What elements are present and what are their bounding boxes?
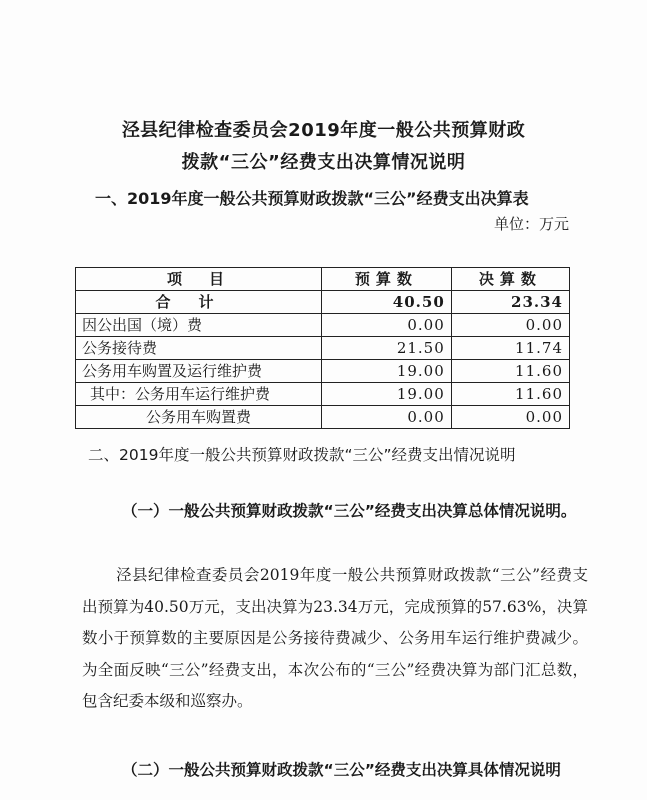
header-final: 决算数 <box>451 268 569 291</box>
row-final: 0.00 <box>451 406 569 429</box>
row-label: 公务接待费 <box>76 337 322 360</box>
row-label: 因公出国（境）费 <box>76 314 322 337</box>
row-label: 公务用车购置及运行维护费 <box>76 360 322 383</box>
row-label: 其中：公务用车运行维护费 <box>76 383 322 406</box>
section2-heading: 二、2019年度一般公共预算财政拨款“三公”经费支出情况说明 <box>88 446 516 464</box>
total-final: 23.34 <box>451 291 569 314</box>
row-budget: 0.00 <box>321 314 451 337</box>
subsection1-heading: （一）一般公共预算财政拨款“三公”经费支出决算总体情况说明。 <box>122 502 577 520</box>
total-label: 合计 <box>76 291 322 314</box>
row-budget: 0.00 <box>321 406 451 429</box>
row-final: 11.60 <box>451 383 569 406</box>
subsection2-heading: （二）一般公共预算财政拨款“三公”经费支出决算具体情况说明 <box>122 761 561 779</box>
header-item: 项 目 <box>76 268 322 291</box>
row-budget: 19.00 <box>321 360 451 383</box>
row-label: 公务用车购置费 <box>76 406 322 429</box>
table-row-total <box>76 291 570 314</box>
table-row <box>76 383 570 406</box>
budget-table <box>75 267 570 429</box>
table-row <box>76 314 570 337</box>
subsection1-body: 泾县纪律检查委员会2019年度一般公共预算财政拨款“三公”经费支出预算为40.50万元，支出决算为23.34万元，完成预算的57.63%，决算数小于预算数的主要原因是公务接待费减少、公务用车运行维护费减少。为全面反映“三公”经费支出，本次公布的“三公”经费决算为部门汇总数，包含纪委本级和巡察办。 <box>82 566 588 710</box>
table-row <box>76 406 570 429</box>
row-budget: 21.50 <box>321 337 451 360</box>
document-title-line2: 拨款“三公”经费支出决算情况说明 <box>181 152 466 173</box>
row-final: 11.74 <box>451 337 569 360</box>
table-row <box>76 337 570 360</box>
row-final: 0.00 <box>451 314 569 337</box>
unit-label: 单位：万元 <box>493 215 569 233</box>
table-row <box>76 360 570 383</box>
section1-heading: 一、2019年度一般公共预算财政拨款“三公”经费支出决算表 <box>95 189 529 208</box>
header-budget: 预算数 <box>321 268 451 291</box>
row-budget: 19.00 <box>321 383 451 406</box>
document-title-line1: 泾县纪律检查委员会2019年度一般公共预算财政 <box>121 120 526 141</box>
table-header-row <box>76 268 570 291</box>
total-budget: 40.50 <box>321 291 451 314</box>
row-final: 11.60 <box>451 360 569 383</box>
